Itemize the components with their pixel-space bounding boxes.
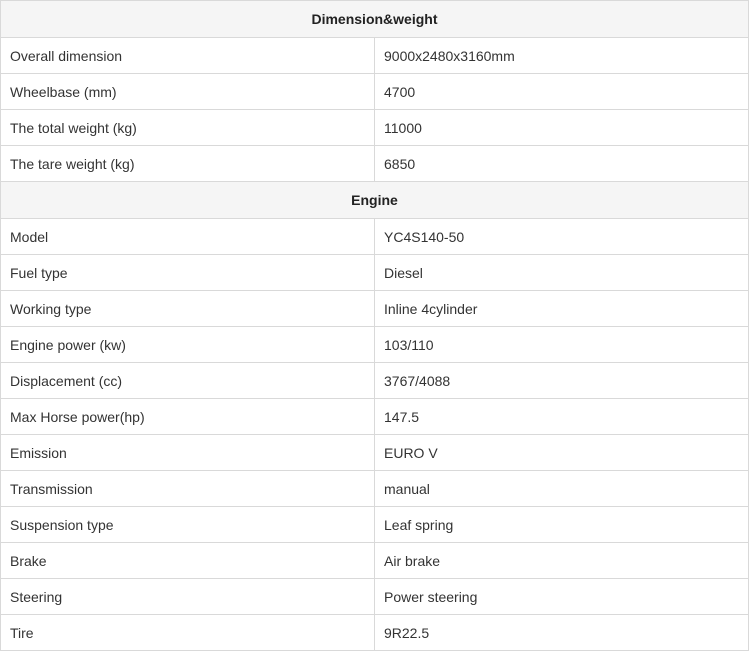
table-row <box>1 579 749 615</box>
row-label: Emission <box>1 435 375 471</box>
table-row <box>1 615 749 651</box>
row-value: manual <box>375 471 749 507</box>
table-row <box>1 363 749 399</box>
row-value: 6850 <box>375 146 749 182</box>
row-label: Fuel type <box>1 255 375 291</box>
section-title: Engine <box>1 182 749 219</box>
table-row <box>1 291 749 327</box>
row-label: Tire <box>1 615 375 651</box>
row-label: Model <box>1 219 375 255</box>
row-label: Displacement (cc) <box>1 363 375 399</box>
table-row <box>1 38 749 74</box>
row-value: 9000x2480x3160mm <box>375 38 749 74</box>
row-value: Air brake <box>375 543 749 579</box>
row-label: Transmission <box>1 471 375 507</box>
table-row <box>1 74 749 110</box>
table-row <box>1 543 749 579</box>
row-value: Power steering <box>375 579 749 615</box>
row-value: EURO V <box>375 435 749 471</box>
row-label: Steering <box>1 579 375 615</box>
row-value: 3767/4088 <box>375 363 749 399</box>
section-header-dimension-weight <box>1 1 749 38</box>
table-row <box>1 471 749 507</box>
row-value: Diesel <box>375 255 749 291</box>
row-label: Max Horse power(hp) <box>1 399 375 435</box>
row-value: 11000 <box>375 110 749 146</box>
table-row <box>1 327 749 363</box>
row-value: 103/110 <box>375 327 749 363</box>
row-label: Working type <box>1 291 375 327</box>
table-row <box>1 110 749 146</box>
row-label: The total weight (kg) <box>1 110 375 146</box>
row-label: The tare weight (kg) <box>1 146 375 182</box>
section-header-engine <box>1 182 749 219</box>
table-row <box>1 219 749 255</box>
row-value: Leaf spring <box>375 507 749 543</box>
table-row <box>1 146 749 182</box>
row-label: Brake <box>1 543 375 579</box>
row-label: Suspension type <box>1 507 375 543</box>
table-row <box>1 507 749 543</box>
section-title: Dimension&weight <box>1 1 749 38</box>
row-value: Inline 4cylinder <box>375 291 749 327</box>
table-row <box>1 399 749 435</box>
table-row <box>1 255 749 291</box>
row-label: Overall dimension <box>1 38 375 74</box>
row-value: YC4S140-50 <box>375 219 749 255</box>
row-label: Engine power (kw) <box>1 327 375 363</box>
row-value: 147.5 <box>375 399 749 435</box>
table-row <box>1 435 749 471</box>
row-value: 9R22.5 <box>375 615 749 651</box>
row-label: Wheelbase (mm) <box>1 74 375 110</box>
row-value: 4700 <box>375 74 749 110</box>
